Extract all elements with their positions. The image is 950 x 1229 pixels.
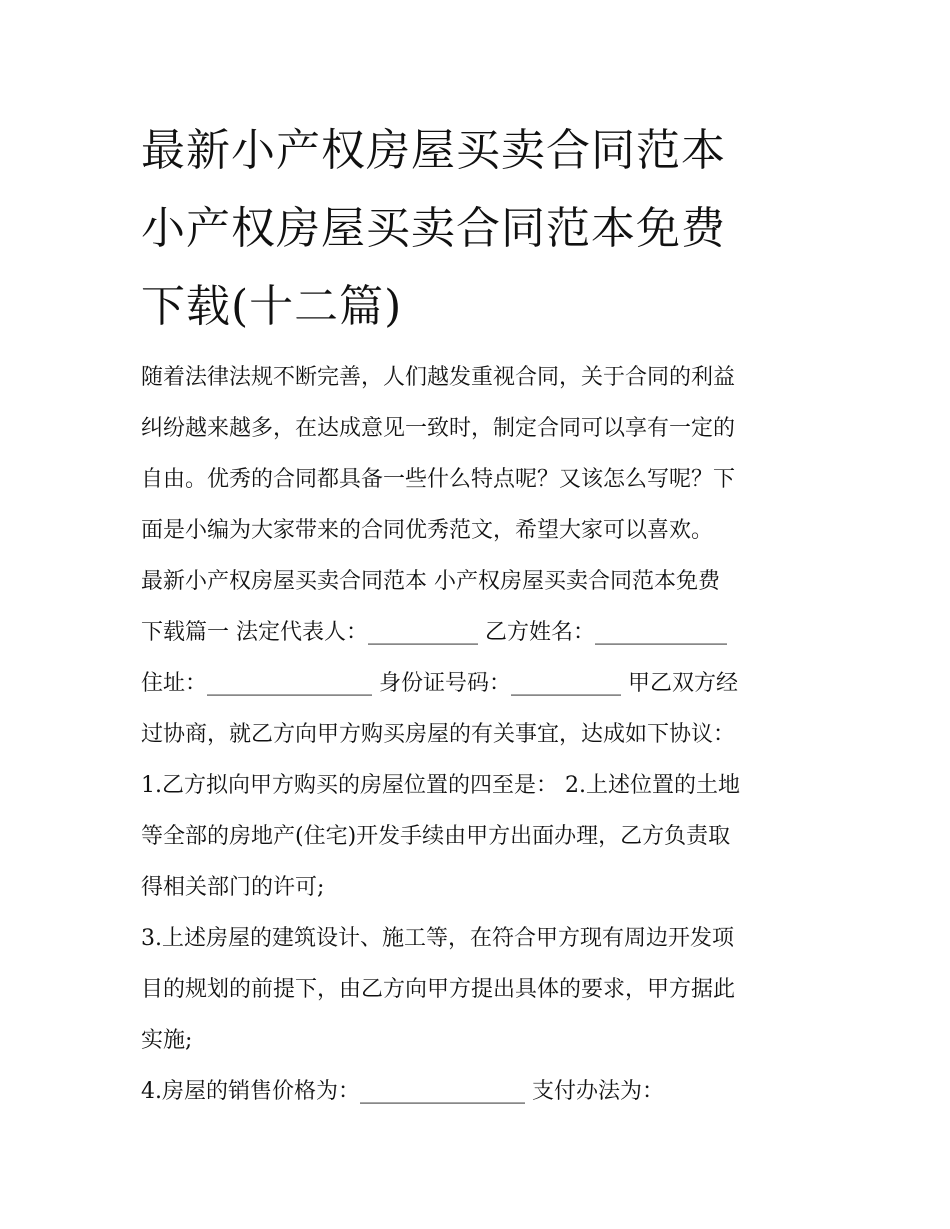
body-line: 随着法律法规不断完善，人们越发重视合同，关于合同的利益 <box>141 365 736 390</box>
title-line-3: 下载(十二篇) <box>141 281 403 332</box>
body-line: 过协商，就乙方向甲方购买房屋的有关事宜，达成如下协议： <box>141 722 736 747</box>
body-line: 等全部的房地产(住宅)开发手续由甲方出面办理，乙方负责取 <box>141 824 731 849</box>
document-body <box>141 352 821 1117</box>
body-line: 4.房屋的销售价格为：_______________ 支付办法为： <box>141 1079 664 1104</box>
body-line: 得相关部门的许可; <box>141 875 325 900</box>
body-line: 3.上述房屋的建筑设计、施工等，在符合甲方现有周边开发项 <box>141 926 734 951</box>
title-line-2: 小产权房屋买卖合同范本免费 <box>141 203 726 254</box>
document-title <box>141 112 821 346</box>
body-line: 自由。优秀的合同都具备一些什么特点呢？又该怎么写呢？下 <box>141 467 736 492</box>
body-line: 面是小编为大家带来的合同优秀范文，希望大家可以喜欢。 <box>141 518 714 543</box>
title-line-1: 最新小产权房屋买卖合同范本 <box>141 125 726 176</box>
body-line: 实施; <box>141 1028 193 1053</box>
body-line: 目的规划的前提下，由乙方向甲方提出具体的要求，甲方据此 <box>141 977 736 1002</box>
body-line: 住址：_______________ 身份证号码：__________ 甲乙双方经 <box>141 671 738 696</box>
body-line: 下载篇一 法定代表人：__________ 乙方姓名：____________ <box>141 620 727 645</box>
body-line: 纠纷越来越多，在达成意见一致时，制定合同可以享有一定的 <box>141 416 736 441</box>
body-line: 1.乙方拟向甲方购买的房屋位置的四至是： 2.上述位置的土地 <box>141 773 740 798</box>
body-line: 最新小产权房屋买卖合同范本 小产权房屋买卖合同范本免费 <box>141 569 720 594</box>
